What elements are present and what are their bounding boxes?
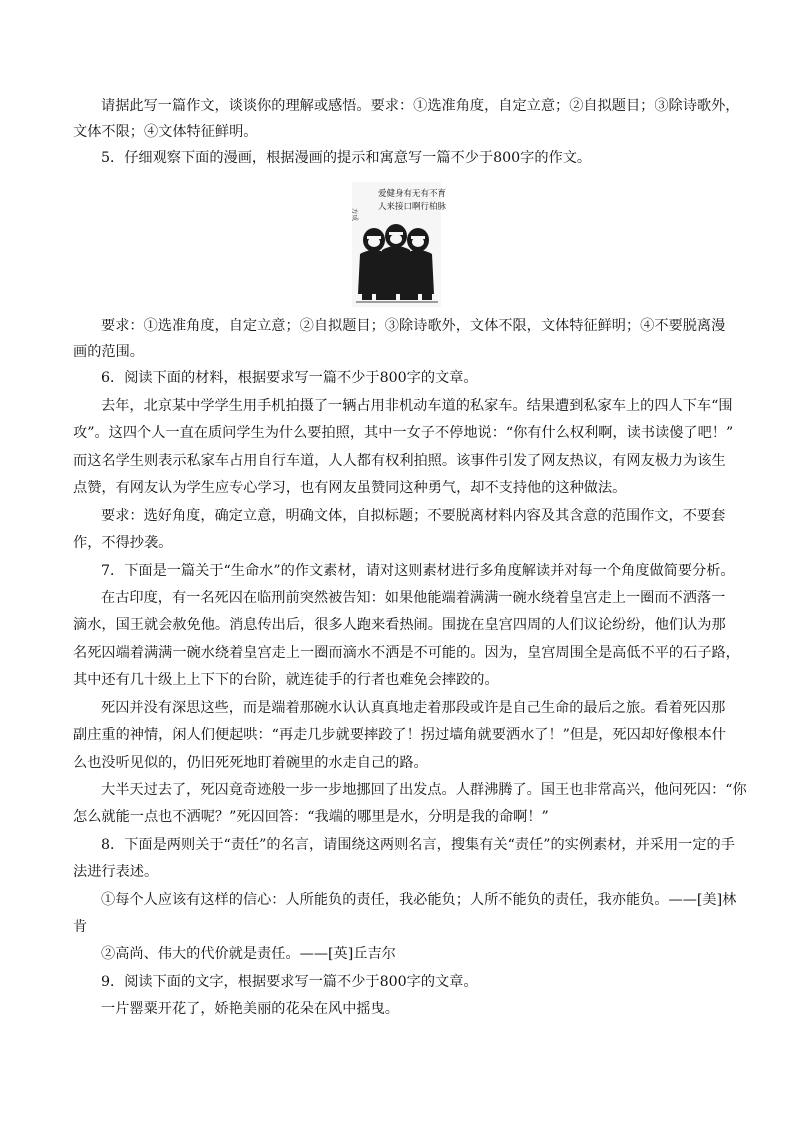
question-5: 5．仔细观察下面的漫画，根据漫画的提示和寓意写一篇不少于800字的作文。 <box>101 150 592 166</box>
text-line: 攻”。这四个人一直在质问学生为什么要拍照，其中一女子不停地说：“你有什么权利啊，读书读傻了吧！” <box>73 425 734 441</box>
text-line: 死囚并没有深思这些，而是端着那碗水认认真真地走着那段或许是自己生命的最后之旅。看着死囚那 <box>101 700 726 716</box>
text-line: 法进行表述。 <box>73 864 159 880</box>
text-line: 么也没听见似的，仍旧死死地盯着碗里的水走自己的路。 <box>73 755 428 771</box>
cartoon-image <box>351 182 447 307</box>
question-6: 6．阅读下面的材料，根据要求写一篇不少于800字的文章。 <box>101 370 478 386</box>
text-line: 文体不限；④文体特征鲜明。 <box>73 124 258 140</box>
text-line: 怎么就能一点也不洒呢？”死囚回答：“我端的哪里是水，分明是我的命啊！” <box>73 809 549 825</box>
text-line: 作，不得抄袭。 <box>73 535 173 551</box>
text-line: 要求：①选准角度，自定立意；②自拟题目；③除诗歌外，文体不限，文体特征鲜明；④不要脱离漫 <box>101 318 726 334</box>
text-line: 副庄重的神情，闲人们便起哄：“再走几步就要摔跤了！拐过墙角就要洒水了！”但是，死囚却好像根本什 <box>73 727 726 743</box>
text-line: 请据此写一篇作文，谈谈你的理解或感悟。要求：①选准角度，自定立意；②自拟题目；③除诗歌外， <box>101 98 740 114</box>
question-8: 8．下面是两则关于“责任”的名言，请围绕这两则名言，搜集有关“责任”的实例素材，并采用一定的手 <box>101 837 735 853</box>
text-line: 在古印度，有一名死囚在临刑前突然被告知：如果他能端着满满一碗水绕着皇宫走上一圈而不洒落一 <box>101 590 726 606</box>
quote-2: ②高尚、伟大的代价就是责任。——[英]丘吉尔 <box>101 946 396 962</box>
text-line: 点赞，有网友认为学生应专心学习，也有网友虽赞同这种勇气，却不支持他的这种做法。 <box>73 480 627 496</box>
quote-1: ①每个人应该有这样的信心：人所能负的责任，我必能负；人所不能负的责任，我亦能负。——[美]林 <box>101 892 737 908</box>
text-line: 名死囚端着满满一碗水绕着皇宫走上一圈而滴水不洒是不可能的。因为，皇宫周围全是高低不平的石子路， <box>73 645 740 661</box>
cartoon-caption-2: 人来接口啊行柏脉 <box>378 202 447 212</box>
text-line: 而这名学生则表示私家车占用自行车道，人人都有权利拍照。该事件引发了网友热议，有网友极力为该生 <box>73 453 726 469</box>
cartoon-signature: 方成 <box>351 208 359 221</box>
text-line: 去年，北京某中学学生用手机拍摄了一辆占用非机动车道的私家车。结果遭到私家车上的四人下车“围 <box>101 398 733 414</box>
text-line: 要求：选好角度，确定立意，明确文体，自拟标题；不要脱离材料内容及其含意的范围作文，不要套 <box>101 508 726 524</box>
question-9: 9．阅读下面的文字，根据要求写一篇不少于800字的文章。 <box>101 974 478 990</box>
cartoon-caption-1: 爱健身有无有不育 <box>378 189 447 199</box>
text-line: 一片罂粟开花了，娇艳美丽的花朵在风中摇曳。 <box>101 1001 399 1017</box>
text-line: 大半天过去了，死囚竟奇迹般一步一步地挪回了出发点。人群沸腾了。国王也非常高兴，他问死囚：“你 <box>101 782 747 798</box>
question-7: 7．下面是一篇关于“生命水”的作文素材，请对这则素材进行多角度解读并对每一个角度做简要分析。 <box>101 563 735 579</box>
text-line: 画的范围。 <box>73 344 144 360</box>
text-line: 其中还有几十级上上下下的台阶，就连徒手的行者也难免会摔跤的。 <box>73 672 499 688</box>
text-line: 肯 <box>73 919 88 935</box>
text-line: 滴水，国王就会赦免他。消息传出后，很多人跑来看热闹。围拢在皇宫四周的人们议论纷纷，他们认为那 <box>73 617 726 633</box>
